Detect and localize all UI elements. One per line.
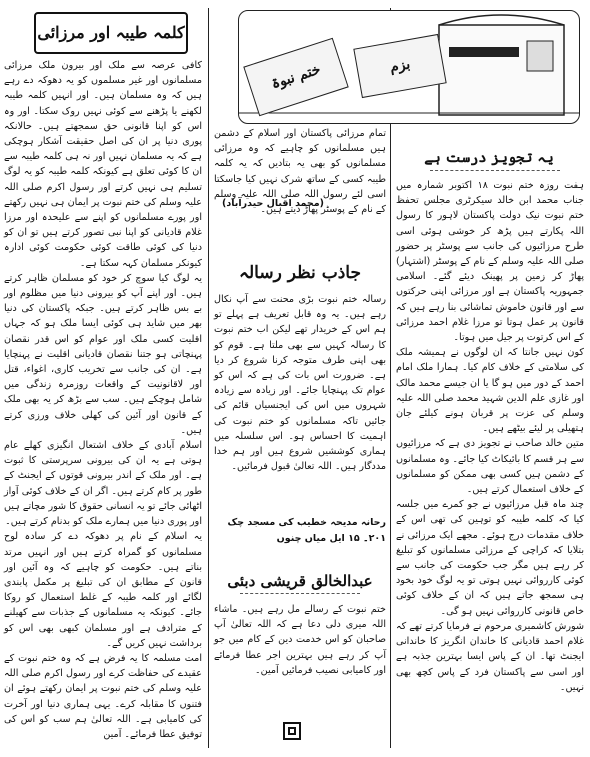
- right-paragraph: متین خالد صاحب نے تجویز دی ہے کہ مرزائیوں سے ہر قسم کا بائیکاٹ کیا جائے۔ وہ مسلمانوں کے دشمن ہیں کسی بھی ممکن کو مسلمانوں کے خلاف استعمال کرتے ہیں۔: [396, 438, 584, 496]
- envelope-right-label: بزم: [388, 56, 412, 76]
- right-paragraph: کون نہیں جانتا کہ ان لوگوں نے ہمیشہ ملک کی سلامتی کے خلاف کام کیا۔ ہمارا ملک امام احمد کے دور میں ہو گا یا ان جیسے محمد مالک اور غازی علم الدین شہید محمد صلی اللہ علیہ وسلم کی عزت پر قربان ہونے کیلئے جان ہتھیلی پر لیئے بیٹھے ہیں۔: [396, 347, 584, 435]
- left-paragraph: یہ اسلام کے نام پر دھوکہ دے کر سادہ لوح مسلمانوں کو گمراہ کرتے ہیں اور انہیں مرتد بناتے ہیں۔ حکومت کو چاہیے کہ وہ آئین اور قانون کے مطابق ان کی تبلیغ پر مکمل پابندی لگائے اور کلمہ طیبہ کے غلط استعمال کو روکا جائے۔ کیونکہ یہ مسلمانوں کے جذبات سے کھیلنے کے مترادف ہے اور مسلمان کبھی بھی اس کو برداشت نہیں کریں گے۔: [4, 531, 202, 649]
- right-paragraph: ہفت روزہ ختم نبوت ۱۸ اکتوبر شمارہ میں جناب محمد ابن خالد سیکرٹری مجلس تحفظ ختم نبوت نیک دولت پاکستان لاہور کا رسول اللہ پکارتے ہیں پڑھ کر خوشی ہوئی اسی طرح مرزائیوں کی جانب سے پوسٹر پر حضور صلی اللہ علیہ وسلم کے نام کے پوسٹر (اشتہار) پھاڑ کر زمین پر پھینک دیئے گئے۔ اسلامی جمہوریہ پاکستان ہے اور مرزائی اپنی حرکتوں سے اور قانون خاموش تماشائی بنا رہے ہیں کہ قانون پر عمل ہوتا تو مرزا غلام احمد مرزائی کے اس کرتوت پر جیل میں ہوتا۔: [396, 180, 584, 344]
- heading-underline: [240, 593, 360, 594]
- middle-top-signature: (محمد اقبال حیدرآباد): [222, 198, 324, 209]
- left-paragraph: یہ لوگ کیا سوچ کر خود کو مسلمان ظاہر کرتے ہیں۔ اور اپنے آپ کو بیرونی دنیا میں مظلوم اور بے بس ظاہر کرتے ہیں۔ جبکہ پاکستان کی دنیا بھر میں شاید ہی کوئی ایسا ملک ہو کہ جہاں اقلیت کسی ملک اور عوام کو اس قدر نقصان پہنچاتی ہو جتنا نقصان قادیانی اقلیت نے پہنچایا ہے۔ ان کی جانب سے تخریب کاری، اغواء، قتل اور لاقانونیت کے واقعات روزمرہ زندگی میں شامل ہوچکے ہیں۔ سب سے بڑھ کر یہ بھی ملک کے قانون اور آئین کی کھلی خلاف ورزی کرتے ہیں۔: [4, 272, 202, 436]
- risala-heading: جاذب نظر رسالہ: [239, 263, 361, 283]
- risala-paragraph: رسالہ ختم نبوت بڑی محنت سے آپ نکال رہے ہیں۔ یہ وہ قابل تعریف ہے پہلے تو ہم اس کے خریدار تھے لیکن اب ختم نبوت کا رسالہ کہیں سے بھی ملتا ہے۔ قوم کو بھی اپنی طرف متوجہ کرنا شروع کر دیا ہے۔ ضرورت اس بات کی ہے کہ اس کو عوام تک پہنچایا جائے۔ اور زیادہ سے زیادہ شہروں میں اس کی ایجنسیاں قائم کی جائیں تاکہ مسلمانوں کو ختم نبوت کی اہمیت کا احساس ہو۔ اس سلسلہ میں ہماری کوششیں شروع ہیں اور ہم خدا مددگار ہیں۔ اللہ تعالیٰ قبول فرمائیں۔: [214, 294, 386, 473]
- column-rule-left: [208, 8, 209, 748]
- right-article-heading: یہ تجویز درست ہے: [424, 150, 554, 166]
- left-article-title: کلمہ طیبہ اور مرزائی: [37, 23, 185, 42]
- right-paragraph: چند ماہ قبل مرزائیوں نے جو کمرے میں جلسہ کیا کہ کلمہ طیبہ کو توہین کی تھی اس کے خلاف مقدمات درج ہوئے۔ مجھے ایک مرزائی نے بتلایا کہ کراچی کے مرزائی مسلمانوں کو تبلیغ کر رہے ہیں مگر جب حکومت کی جانب سے کوئی کارروائی نہیں ہوتی تو یہ لوگ خود بخود ہی سمجھ جاتے ہیں کہ ان کے خلاف کوئی خاص قانونی کارروائی نہیں ہو گی۔: [396, 499, 584, 617]
- khaliq-paragraph: ختم نبوت کے رسالے مل رہے ہیں۔ ماشاء اللہ میری دلی دعا ہے کہ اللہ تعالیٰ آپ صاحبان کو اس خدمت دین کے کام میں جو آپ کر رہے ہیں بہترین اجر عطا فرمائے اور کامیابی نصیب فرمائیں آمین۔: [214, 604, 386, 676]
- left-paragraph: اسلام آبادی کے خلاف اشتعال انگیزی کھلے عام ہوتی ہے یہ ان کی بیرونی سرپرستی کا ثبوت ہے۔ اور ملک کے اندر بیرونی قوتوں کے ایجنٹ کے طور پر کام کرتے ہیں۔ اگر ان کے خلاف کوئی آواز اٹھائی جائے تو یہ انسانی حقوق کا شور مچاتے ہیں اور پوری دنیا میں ہمارے ملک کو بدنام کرتے ہیں۔: [3, 440, 202, 528]
- left-article-title-box: [34, 12, 188, 54]
- left-article-body: [4, 58, 202, 742]
- khaliq-body: [214, 602, 386, 678]
- risala-signature: رحانہ مدیحہ خطیب کی مسجد چک ۲۰۱۔ ۱۵ ایل میاں چنوں: [227, 517, 386, 544]
- envelope-left-label: ختم نبوۃ: [269, 61, 323, 93]
- risala-body: [214, 292, 386, 474]
- khaliq-heading: عبدالخالق قریشی دبئی: [227, 572, 373, 590]
- right-paragraph: شورش کاشمیری مرحوم نے فرمایا کرتے تھے کہ غلام احمد قادیانی کا خاندان انگریز کا خاندانی ایجنٹ تھا۔ ان کے پاس ایسا بہترین جذبہ ہے اور اسی سے پاکستان فرد کے پاس کچھ بھی نہیں۔: [396, 620, 584, 693]
- left-paragraph: کافی عرصہ سے ملک اور بیرون ملک مرزائی مسلمانوں اور غیر مسلموں کو یہ دھوکہ دے رہے ہیں کہ وہ مسلمان ہیں۔ اور انہیں کلمہ طیبہ لکھنے یا پڑھنے سے کوئی نہیں روک سکتا۔ اور وہ اس کو اپنا قانونی حق سمجھتے ہیں۔ حالانکہ پوری دنیا پر ان کی اصل حقیقت آشکار ہوچکی ہے کہ یہ مسلمان نہیں اور نہ ہی کلمہ طیبہ سے ان کا کوئی تعلق ہے کیونکہ کلمہ طیبہ کو یہ لوگ تسلیم ہی نہیں کرتے اور رسول اکرم صلی اللہ علیہ وسلم کی ختم نبوت پر ایمان ہی نہیں رکھتے اور پورے مسلمانوں کو اپنے سے علیحدہ اور مرزا غلام قادیانی کو اپنا نبی تصور کرتے ہیں تو ان کو دنیا کی کوئی طاقت کوئی حکومت کوئی ادارہ کیونکر مسلمان کہہ سکتا ہے۔: [4, 60, 202, 269]
- middle-top-paragraph: تمام مرزائی پاکستان اور اسلام کے دشمن ہیں مسلمانوں کو چاہیے کہ وہ مرزائی مسلمانوں کو بھی یہ بتادیں کہ یہ کلمہ طیبہ کسی کے ساتھ شرک نہیں کیا جاسکتا اسی لئے رسول اللہ صلی اللہ علیہ وسلم کے نام کے پوسٹر پھاڑ دیتے ہیں۔: [214, 128, 386, 216]
- right-heading-underline: [430, 170, 560, 171]
- right-article-body: [396, 178, 584, 695]
- ornament-icon: [283, 722, 301, 740]
- left-paragraph: امت مسلمہ کا یہ فرض ہے کہ وہ ختم نبوت کے عقیدے کی حفاظت کرے اور رسول اکرم صلی اللہ علیہ وسلم کی ختم نبوت پر ایمان رکھتے ہوئے ان فتنوں کا مقابلہ کرے۔ یہی ہماری دنیا اور آخرت کی کامیابی ہے۔ اللہ تعالیٰ ہم سب کو اس کی توفیق عطا فرمائے۔ آمین: [4, 652, 202, 740]
- mailbox-illustration: [238, 10, 580, 124]
